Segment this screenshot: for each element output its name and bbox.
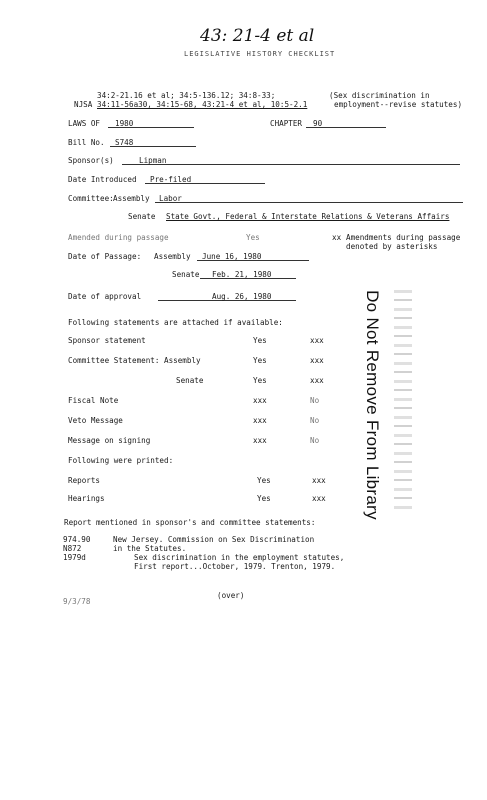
reports-no: xxx xyxy=(312,476,326,485)
veto-message-label: Veto Message xyxy=(68,416,123,425)
report-entry-1: New Jersey. Commission on Sex Discrimination xyxy=(113,535,315,544)
over-label: (over) xyxy=(217,591,245,600)
sponsor-value: Lipman xyxy=(139,156,167,165)
date-introduced-value: Pre-filed xyxy=(150,175,192,184)
committee-senate-label: Senate xyxy=(128,212,156,221)
report-heading: Report mentioned in sponsor's and committee statements: xyxy=(64,518,316,527)
hearings-yes: Yes xyxy=(257,494,271,503)
report-entry-2: in the Statutes. xyxy=(113,544,187,553)
veto-message-yes: xxx xyxy=(253,416,267,425)
reports-label: Reports xyxy=(68,476,101,485)
committee-assembly-label: Assembly xyxy=(113,194,150,203)
report-call-number-3: 1979d xyxy=(63,553,86,562)
passage-assembly-value: June 16, 1980 xyxy=(202,252,262,261)
bill-no-label: Bill No. xyxy=(68,138,105,147)
passage-label: Date of Passage: xyxy=(68,252,142,261)
committee-statement-senate-yes: Yes xyxy=(253,376,267,385)
passage-senate-value: Feb. 21, 1980 xyxy=(212,270,272,279)
reports-yes: Yes xyxy=(257,476,271,485)
approval-label: Date of approval xyxy=(68,292,142,301)
amended-note-mark: xx xyxy=(332,233,342,242)
amended-note-1: Amendments during passage xyxy=(346,233,461,242)
library-stamp-text: Do Not Remove From Library xyxy=(363,290,382,520)
chapter-label: CHAPTER xyxy=(270,119,303,128)
committee-statement-assembly-label: Committee Statement: Assembly xyxy=(68,356,201,365)
sponsor-statement-no: xxx xyxy=(310,336,324,345)
hearings-no: xxx xyxy=(312,494,326,503)
message-on-signing-label: Message on signing xyxy=(68,436,151,445)
printed-heading: Following were printed: xyxy=(68,456,174,465)
report-entry-4: First report...October, 1979. Trenton, 1979. xyxy=(134,562,336,571)
hearings-label: Hearings xyxy=(68,494,105,503)
message-on-signing-yes: xxx xyxy=(253,436,267,445)
sponsor-statement-yes: Yes xyxy=(253,336,267,345)
report-call-number-1: 974.90 xyxy=(63,535,91,544)
amended-note-2: denoted by asterisks xyxy=(346,242,438,251)
page-title: LEGISLATIVE HISTORY CHECKLIST xyxy=(184,50,336,58)
library-stamp xyxy=(352,285,392,525)
passage-assembly-label: Assembly xyxy=(154,252,191,261)
chapter-value: 90 xyxy=(313,119,323,128)
committee-label: Committee: xyxy=(68,194,114,203)
amended-value: Yes xyxy=(246,233,260,242)
report-entry-3: Sex discrimination in the employment statutes, xyxy=(134,553,345,562)
committee-statement-senate-no: xxx xyxy=(310,376,324,385)
njsa-label: NJSA xyxy=(74,100,93,109)
njsa-line-1: 34:2-21.16 et al; 34:5-136.12; 34:8-33; xyxy=(97,91,276,100)
njsa-subject-2: employment--revise statutes) xyxy=(334,100,463,109)
footer-code: 9/3/78 xyxy=(63,597,91,606)
laws-of-label: LAWS OF xyxy=(68,119,101,128)
laws-of-value: 1980 xyxy=(115,119,134,128)
date-introduced-label: Date Introduced xyxy=(68,175,137,184)
amended-label: Amended during passage xyxy=(68,233,169,242)
njsa-subject-1: (Sex discrimination in xyxy=(329,91,430,100)
message-on-signing-no: No xyxy=(310,436,320,445)
committee-senate-value: State Govt., Federal & Interstate Relations & Veterans Affairs xyxy=(166,212,450,221)
fiscal-note-label: Fiscal Note xyxy=(68,396,119,405)
handwritten-statute-number: 43: 21-4 et al xyxy=(200,26,315,46)
report-call-number-2: N872 xyxy=(63,544,82,553)
committee-assembly-value: Labor xyxy=(159,194,182,203)
committee-statement-senate-label: Senate xyxy=(176,376,204,385)
fiscal-note-yes: xxx xyxy=(253,396,267,405)
sponsor-statement-label: Sponsor statement xyxy=(68,336,146,345)
approval-value: Aug. 26, 1980 xyxy=(212,292,272,301)
committee-statement-assembly-yes: Yes xyxy=(253,356,267,365)
veto-message-no: No xyxy=(310,416,320,425)
committee-statement-assembly-no: xxx xyxy=(310,356,324,365)
attached-heading: Following statements are attached if available: xyxy=(68,318,283,327)
fiscal-note-no: No xyxy=(310,396,320,405)
bill-no-value: S748 xyxy=(115,138,134,147)
sponsor-label: Sponsor(s) xyxy=(68,156,114,165)
faded-barcode-strip xyxy=(394,290,412,510)
passage-senate-label: Senate xyxy=(172,270,200,279)
njsa-line-2: 34:11-56a30, 34:15-68, 43:21-4 et al, 10:5-2.1 xyxy=(97,100,308,109)
